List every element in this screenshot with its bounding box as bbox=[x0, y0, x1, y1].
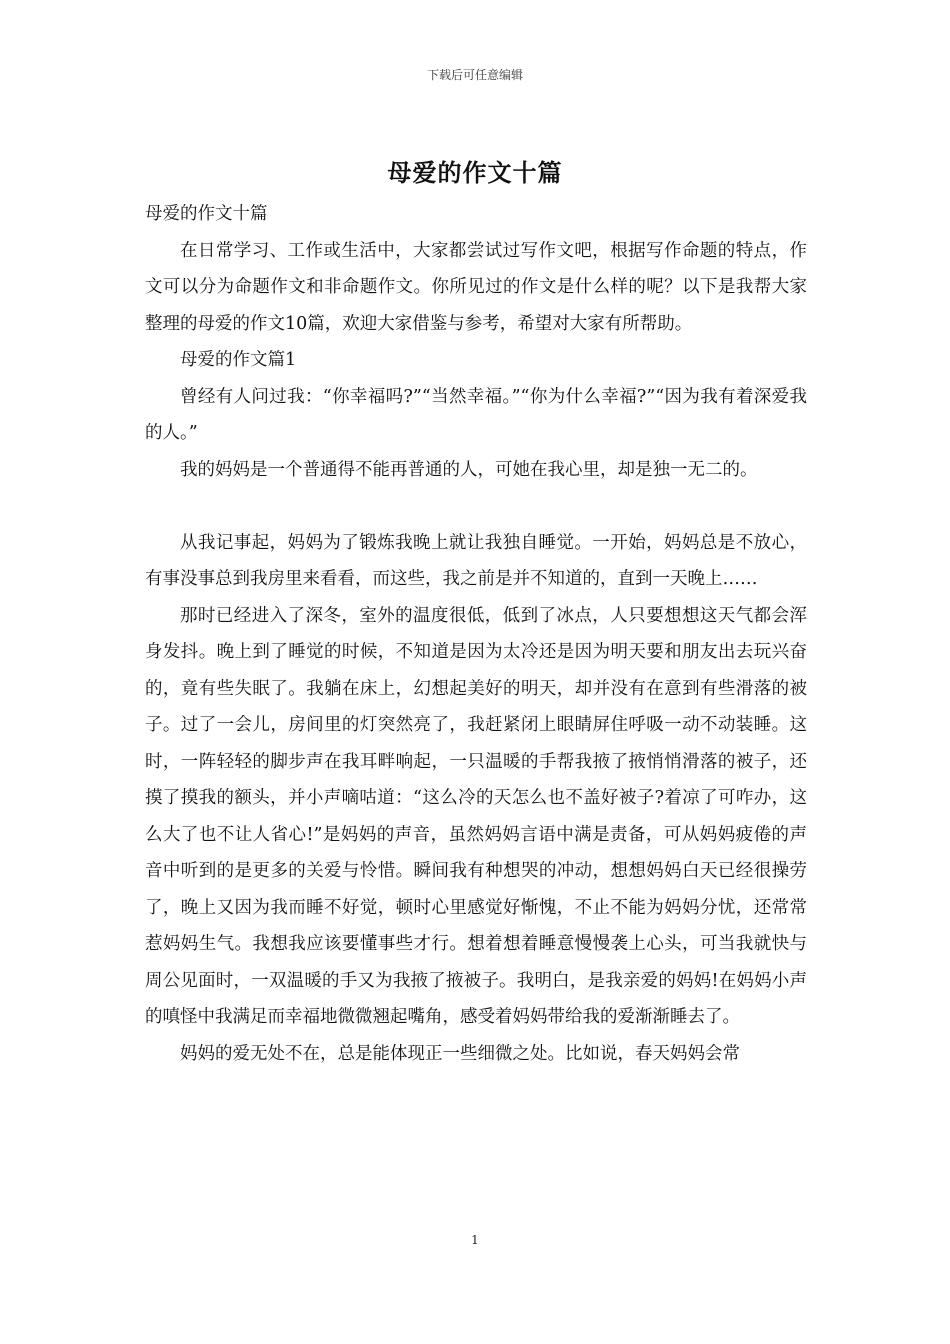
body-paragraph: 我的妈妈是一个普通得不能再普通的人，可她在我心里，却是独一无二的。 bbox=[180, 459, 758, 480]
header-note: 下载后可任意编辑 bbox=[426, 68, 523, 82]
body-paragraph: 从我记事起，妈妈为了锻炼我晚上就让我独自睡觉。一开始，妈妈总是不放心，有事没事总到我房里来看看，而这些，我之前是并不知道的，直到一天晚上…… bbox=[145, 532, 807, 589]
document-title: 母爱的作文十篇 bbox=[387, 158, 563, 187]
subtitle-paragraph: 母爱的作文十篇 bbox=[145, 204, 268, 224]
document-body bbox=[145, 196, 807, 1072]
blank-line bbox=[145, 488, 807, 525]
page-number: 1 bbox=[471, 1233, 479, 1247]
body-paragraph: 曾经有人问过我：“你幸福吗?”“当然幸福。”“你为什么幸福?”“因为我有着深爱我的人。” bbox=[145, 386, 807, 443]
section-heading: 母爱的作文篇1 bbox=[180, 350, 297, 370]
intro-paragraph: 在日常学习、工作或生活中，大家都尝试过写作文吧，根据写作命题的特点，作文可以分为命题作文和非命题作文。你所见过的作文是什么样的呢？以下是我帮大家整理的母爱的作文10篇，欢迎大家借鉴与参考，希望对大家有所帮助。 bbox=[145, 240, 807, 334]
body-paragraph: 妈妈的爱无处不在，总是能体现正一些细微之处。比如说，春天妈妈会常 bbox=[180, 1043, 740, 1064]
body-paragraph: 那时已经进入了深冬，室外的温度很低，低到了冰点，人只要想想这天气都会浑身发抖。晚上到了睡觉的时候，不知道是因为太冷还是因为明天要和朋友出去玩兴奋的，竟有些失眠了。我躺在床上，幻想起美好的明天，却并没有在意到有些滑落的被子。过了一会儿，房间里的灯突然亮了，我赶紧闭上眼睛屏住呼吸一动不动装睡。这时，一阵轻轻的脚步声在我耳畔响起，一只温暖的手帮我掖了掖悄悄滑落的被子，还摸了摸我的额头，并小声嘀咕道：“这么冷的天怎么也不盖好被子?着凉了可咋办，这么大了也不让人省心!”是妈妈的声音，虽然妈妈言语中满是责备，可从妈妈疲倦的声音中听到的是更多的关爱与怜惜。瞬间我有种想哭的冲动，想想妈妈白天已经很操劳了，晚上又因为我而睡不好觉，顿时心里感觉好惭愧，不止不能为妈妈分忧，还常常惹妈妈生气。我想我应该要懂事些才行。想着想着睡意慢慢袭上心头，可当我就快与周公见面时，一双温暖的手又为我掖了掖被子。我明白，是我亲爱的妈妈!在妈妈小声的嗔怪中我满足而幸福地微微翘起嘴角，感受着妈妈带给我的爱渐渐睡去了。 bbox=[145, 605, 807, 1027]
